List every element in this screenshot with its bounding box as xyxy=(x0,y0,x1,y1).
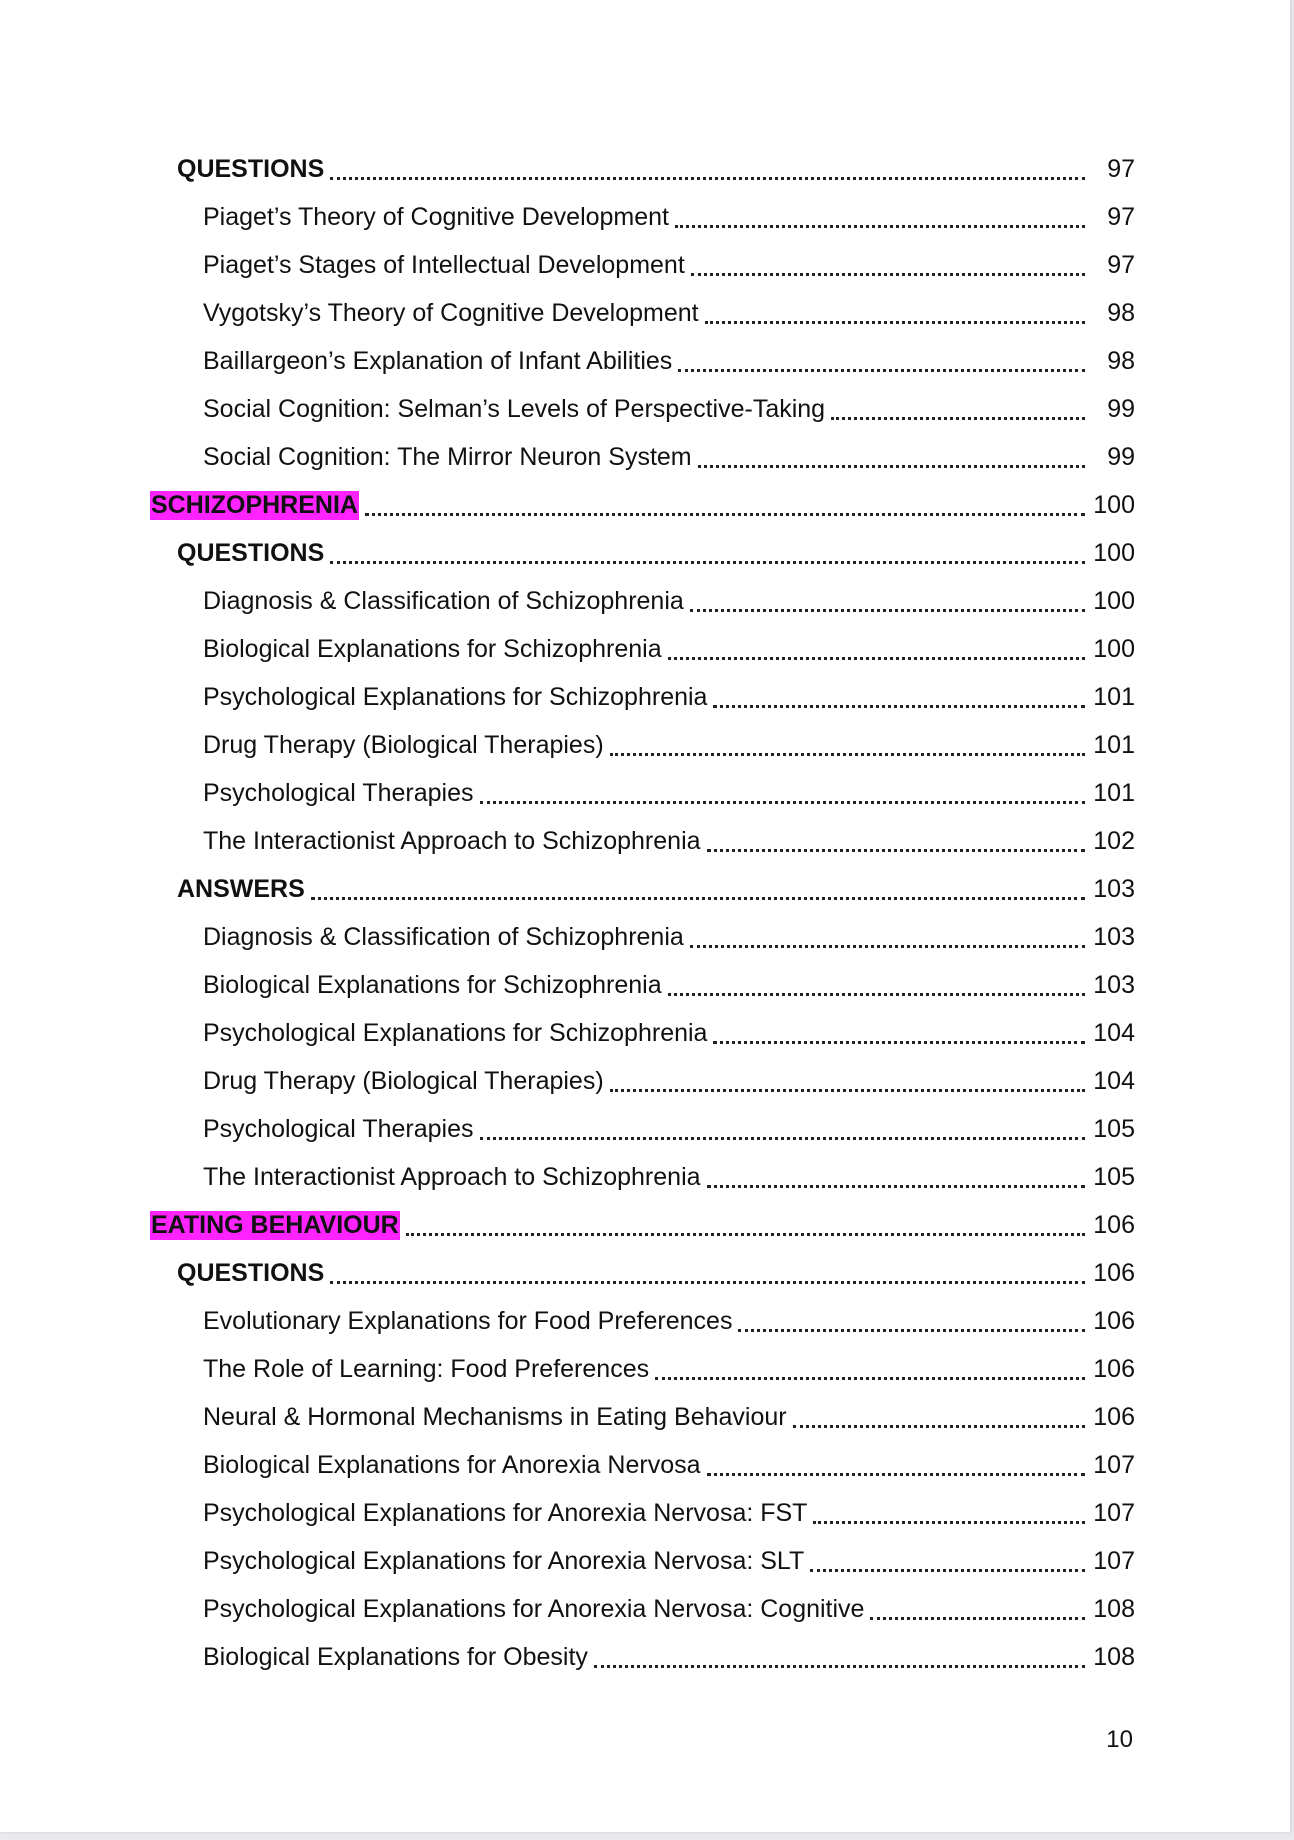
toc-entry-page-number: 97 xyxy=(1107,250,1135,279)
toc-entry-page-number: 99 xyxy=(1107,394,1135,423)
toc-entry-page-number: 98 xyxy=(1107,298,1135,327)
toc-subsection-entry[interactable] xyxy=(0,529,1290,577)
dot-leader xyxy=(707,824,1085,852)
toc-entry[interactable] xyxy=(0,817,1290,865)
dot-leader xyxy=(675,200,1085,228)
dot-leader xyxy=(705,296,1085,324)
toc-entry-page-number: 97 xyxy=(1107,154,1135,183)
toc-entry-page-number: 101 xyxy=(1093,682,1135,711)
toc-entry[interactable] xyxy=(0,1393,1290,1441)
toc-entry-title: The Interactionist Approach to Schizophrenia xyxy=(203,1162,701,1191)
toc-entry-title: Diagnosis & Classification of Schizophrenia xyxy=(203,922,684,951)
toc-entry-title: Drug Therapy (Biological Therapies) xyxy=(203,1066,604,1095)
toc-entry-title: Biological Explanations for Anorexia Nervosa xyxy=(203,1450,701,1479)
dot-leader xyxy=(831,392,1085,420)
toc-entry-page-number: 106 xyxy=(1093,1210,1135,1239)
toc-entry-page-number: 100 xyxy=(1093,586,1135,615)
toc-entry-title: Psychological Explanations for Anorexia Nervosa: Cognitive xyxy=(203,1594,865,1623)
dot-leader xyxy=(793,1400,1085,1428)
dot-leader xyxy=(690,920,1085,948)
toc-entry[interactable] xyxy=(0,1441,1290,1489)
toc-entry[interactable] xyxy=(0,241,1290,289)
toc-entry-title: Psychological Therapies xyxy=(203,1114,474,1143)
toc-entry[interactable] xyxy=(0,193,1290,241)
toc-entry-title: Psychological Therapies xyxy=(203,778,474,807)
dot-leader xyxy=(707,1160,1085,1188)
dot-leader xyxy=(870,1592,1085,1620)
toc-entry-title: Evolutionary Explanations for Food Preferences xyxy=(203,1306,733,1335)
toc-entry[interactable] xyxy=(0,1153,1290,1201)
toc-entry-title: QUESTIONS xyxy=(177,154,325,183)
toc-subsection-entry[interactable] xyxy=(0,145,1290,193)
toc-entry-page-number: 102 xyxy=(1093,826,1135,855)
toc-entry-title: Psychological Explanations for Anorexia Nervosa: SLT xyxy=(203,1546,805,1575)
toc-entry-page-number: 103 xyxy=(1093,970,1135,999)
toc-entry[interactable] xyxy=(0,577,1290,625)
dot-leader xyxy=(610,1064,1085,1092)
toc-entry-page-number: 106 xyxy=(1093,1306,1135,1335)
toc-section-entry[interactable] xyxy=(0,1201,1290,1249)
dot-leader xyxy=(707,1448,1086,1476)
toc-entry-page-number: 106 xyxy=(1093,1402,1135,1431)
toc-entry-title: QUESTIONS xyxy=(177,538,325,567)
toc-entry-page-number: 98 xyxy=(1107,346,1135,375)
toc-entry-title: Vygotsky’s Theory of Cognitive Development xyxy=(203,298,699,327)
toc-section-title-highlighted: EATING BEHAVIOUR xyxy=(151,1210,399,1239)
toc-entry-page-number: 100 xyxy=(1093,634,1135,663)
toc-entry[interactable] xyxy=(0,433,1290,481)
dot-leader xyxy=(738,1304,1085,1332)
toc-entry-page-number: 105 xyxy=(1093,1162,1135,1191)
toc-entry-page-number: 108 xyxy=(1093,1642,1135,1671)
toc-entry-page-number: 107 xyxy=(1093,1450,1135,1479)
dot-leader xyxy=(406,1208,1085,1236)
toc-entry-title: Social Cognition: The Mirror Neuron System xyxy=(203,442,692,471)
table-of-contents xyxy=(0,145,1290,1681)
toc-entry-title: Social Cognition: Selman’s Levels of Perspective-Taking xyxy=(203,394,826,423)
dot-leader xyxy=(594,1640,1085,1668)
toc-entry-title: Biological Explanations for Obesity xyxy=(203,1642,588,1671)
dot-leader xyxy=(311,872,1085,900)
toc-entry[interactable] xyxy=(0,337,1290,385)
toc-entry-title: Neural & Hormonal Mechanisms in Eating Behaviour xyxy=(203,1402,787,1431)
toc-entry[interactable] xyxy=(0,913,1290,961)
toc-entry[interactable] xyxy=(0,385,1290,433)
toc-entry-page-number: 104 xyxy=(1093,1018,1135,1047)
toc-entry-page-number: 97 xyxy=(1107,202,1135,231)
toc-entry-title: Baillargeon’s Explanation of Infant Abilities xyxy=(203,346,673,375)
toc-entry-page-number: 107 xyxy=(1093,1546,1135,1575)
toc-entry-page-number: 104 xyxy=(1093,1066,1135,1095)
toc-entry-page-number: 106 xyxy=(1093,1258,1135,1287)
dot-leader xyxy=(480,776,1085,804)
toc-entry-title: Biological Explanations for Schizophrenia xyxy=(203,970,662,999)
toc-entry[interactable] xyxy=(0,1489,1290,1537)
page-number: 10 xyxy=(1106,1726,1133,1753)
toc-entry-page-number: 100 xyxy=(1093,490,1135,519)
toc-entry[interactable] xyxy=(0,1009,1290,1057)
toc-entry-title: The Role of Learning: Food Preferences xyxy=(203,1354,650,1383)
dot-leader xyxy=(810,1544,1085,1572)
toc-section-title-highlighted: SCHIZOPHRENIA xyxy=(151,490,358,519)
dot-leader xyxy=(678,344,1085,372)
toc-entry[interactable] xyxy=(0,1057,1290,1105)
toc-entry[interactable] xyxy=(0,721,1290,769)
dot-leader xyxy=(480,1112,1085,1140)
toc-entry-page-number: 106 xyxy=(1093,1354,1135,1383)
toc-entry-page-number: 99 xyxy=(1107,442,1135,471)
toc-entry-title: The Interactionist Approach to Schizophrenia xyxy=(203,826,701,855)
toc-entry-page-number: 103 xyxy=(1093,922,1135,951)
dot-leader xyxy=(610,728,1085,756)
dot-leader xyxy=(698,440,1085,468)
dot-leader xyxy=(813,1496,1085,1524)
toc-entry-title: Piaget’s Stages of Intellectual Development xyxy=(203,250,685,279)
dot-leader xyxy=(690,584,1085,612)
dot-leader xyxy=(668,968,1085,996)
toc-entry-title: Psychological Explanations for Schizophrenia xyxy=(203,1018,708,1047)
toc-entry[interactable] xyxy=(0,1297,1290,1345)
toc-entry[interactable] xyxy=(0,673,1290,721)
toc-entry[interactable] xyxy=(0,1633,1290,1681)
toc-entry[interactable] xyxy=(0,961,1290,1009)
toc-entry-title: Psychological Explanations for Schizophrenia xyxy=(203,682,708,711)
toc-entry-page-number: 107 xyxy=(1093,1498,1135,1527)
toc-entry-title: Piaget’s Theory of Cognitive Development xyxy=(203,202,670,231)
toc-entry-title: Biological Explanations for Schizophrenia xyxy=(203,634,662,663)
toc-entry[interactable] xyxy=(0,625,1290,673)
toc-entry[interactable] xyxy=(0,1537,1290,1585)
dot-leader xyxy=(330,152,1085,180)
toc-entry-page-number: 100 xyxy=(1093,538,1135,567)
toc-section-entry[interactable] xyxy=(0,481,1290,529)
toc-entry[interactable] xyxy=(0,1345,1290,1393)
toc-entry-title: Drug Therapy (Biological Therapies) xyxy=(203,730,604,759)
toc-entry-title: QUESTIONS xyxy=(177,1258,325,1287)
dot-leader xyxy=(330,536,1085,564)
toc-entry-page-number: 101 xyxy=(1093,778,1135,807)
toc-entry[interactable] xyxy=(0,1585,1290,1633)
dot-leader xyxy=(713,1016,1085,1044)
toc-subsection-entry[interactable] xyxy=(0,1249,1290,1297)
toc-entry[interactable] xyxy=(0,769,1290,817)
dot-leader xyxy=(668,632,1085,660)
toc-entry-page-number: 105 xyxy=(1093,1114,1135,1143)
toc-entry-page-number: 101 xyxy=(1093,730,1135,759)
toc-entry[interactable] xyxy=(0,1105,1290,1153)
toc-subsection-entry[interactable] xyxy=(0,865,1290,913)
toc-entry-title: Psychological Explanations for Anorexia Nervosa: FST xyxy=(203,1498,808,1527)
dot-leader xyxy=(713,680,1085,708)
dot-leader xyxy=(365,488,1085,516)
toc-entry-page-number: 108 xyxy=(1093,1594,1135,1623)
dot-leader xyxy=(655,1352,1085,1380)
dot-leader xyxy=(691,248,1085,276)
dot-leader xyxy=(330,1256,1085,1284)
toc-entry[interactable] xyxy=(0,289,1290,337)
toc-entry-page-number: 103 xyxy=(1093,874,1135,903)
toc-entry-title: Diagnosis & Classification of Schizophrenia xyxy=(203,586,684,615)
toc-entry-title: ANSWERS xyxy=(177,874,305,903)
